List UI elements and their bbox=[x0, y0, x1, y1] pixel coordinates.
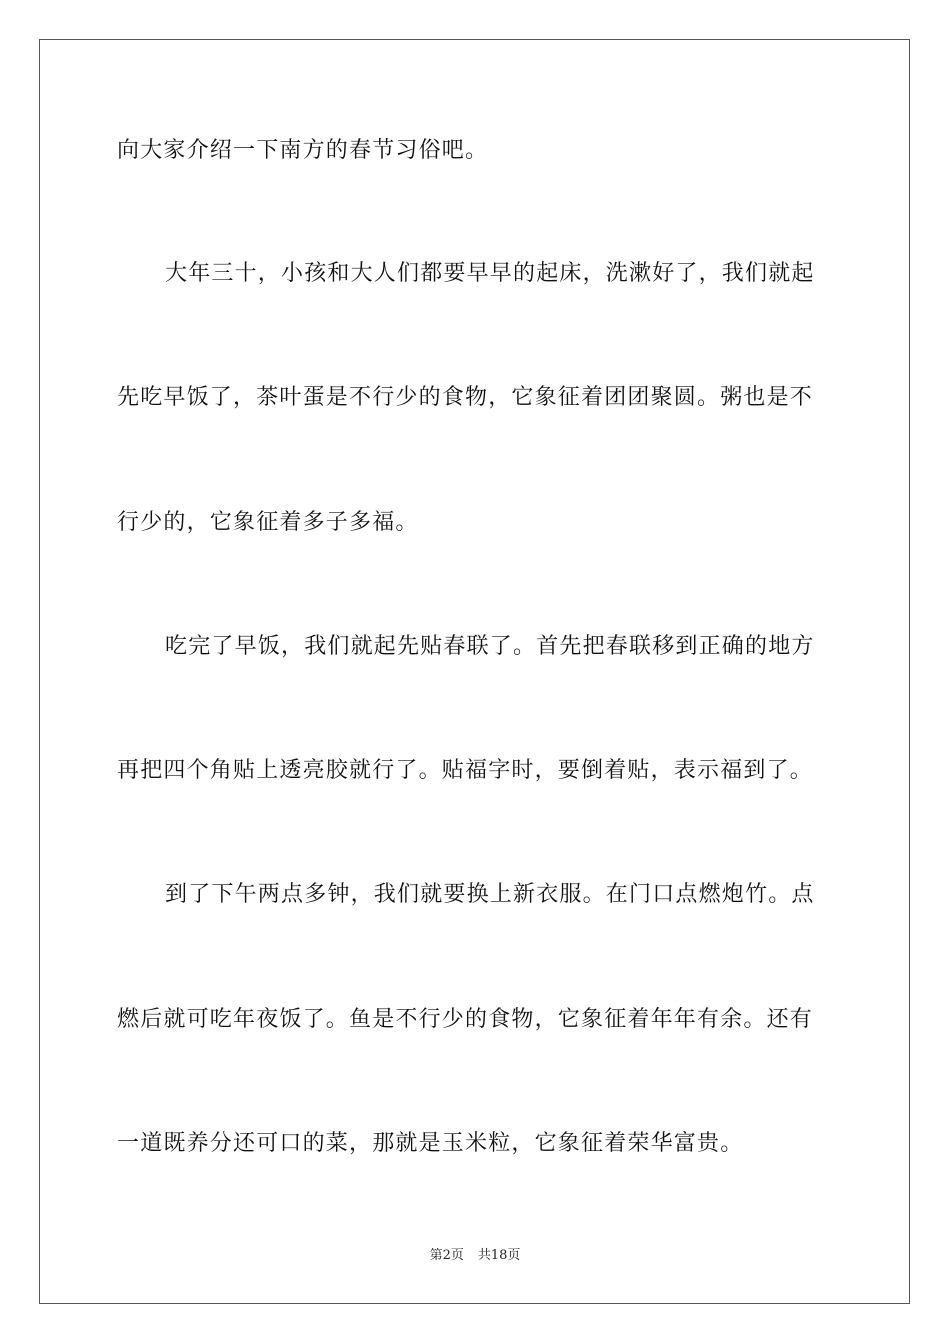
page-number: 第2页 bbox=[429, 1248, 464, 1263]
text-line-7: 到了下午两点多钟，我们就要换上新衣服。在门口点燃炮竹。点 bbox=[165, 882, 815, 907]
text-line-4: 行少的，它象征着多子多福。 bbox=[117, 510, 419, 535]
page-footer bbox=[0, 1247, 950, 1265]
text-line-1: 向大家介绍一下南方的春节习俗吧。 bbox=[117, 138, 489, 163]
page-total: 共18页 bbox=[477, 1248, 521, 1263]
text-line-8: 燃后就可吃年夜饭了。鱼是不行少的食物，它象征着年年有余。还有 bbox=[117, 1007, 814, 1032]
text-line-9: 一道既养分还可口的菜，那就是玉米粒，它象征着荣华富贵。 bbox=[117, 1131, 744, 1156]
text-line-2: 大年三十，小孩和大人们都要早早的起床，洗漱好了，我们就起 bbox=[165, 261, 815, 286]
page-border bbox=[39, 39, 910, 1304]
text-line-5: 吃完了早饭，我们就起先贴春联了。首先把春联移到正确的地方 bbox=[165, 634, 815, 659]
text-line-3: 先吃早饭了，茶叶蛋是不行少的食物，它象征着团团聚圆。粥也是不 bbox=[117, 385, 814, 410]
text-line-6: 再把四个角贴上透亮胶就行了。贴福字时，要倒着贴，表示福到了。 bbox=[117, 758, 814, 783]
